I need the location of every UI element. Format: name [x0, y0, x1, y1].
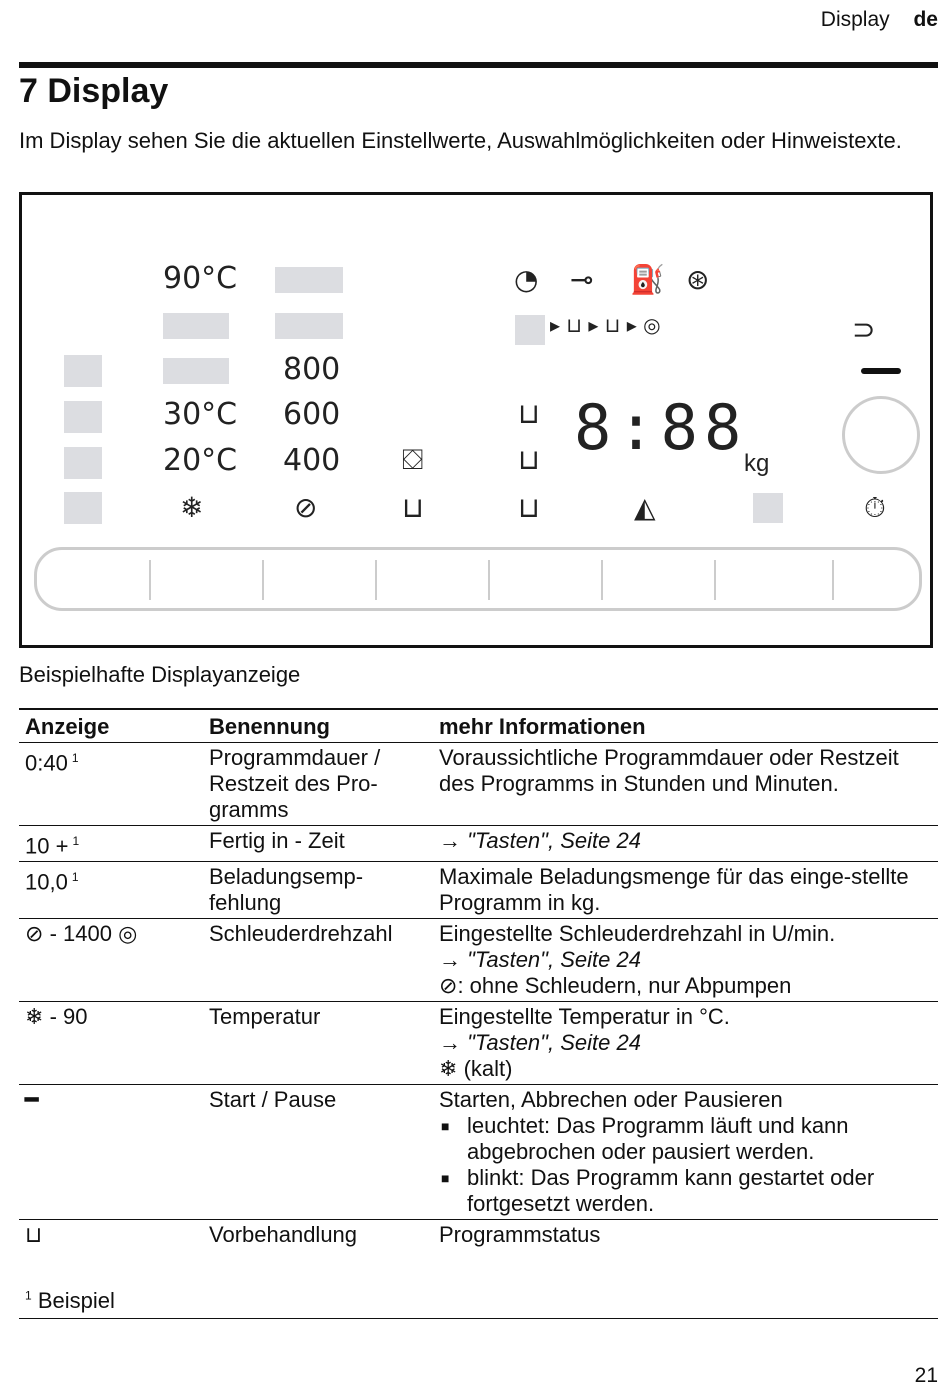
cell-info: Programmstatus	[433, 1220, 938, 1251]
button-strip[interactable]	[34, 547, 922, 611]
spin-600: 600	[283, 397, 341, 432]
header-section: Display	[820, 8, 890, 31]
cell-benennung: Temperatur	[203, 1002, 433, 1085]
drum-clean-icon: ⊛	[686, 263, 710, 296]
cell-anzeige: 10 +	[25, 833, 69, 859]
start-pause-icon: ━	[25, 1087, 39, 1113]
table-row: 10,0 $^1$ Beladungsemp-fehlung Maximale Beladungsmenge für das einge-stellte Programm in kg.	[19, 862, 938, 919]
tub-level-1-icon: ⊔	[518, 491, 540, 524]
wash-icon: ▸ ⊔ ▸ ⊔ ▸ ◎	[550, 313, 661, 337]
intro-text: Im Display sehen Sie die aktuellen Einstellwerte, Auswahlmöglichkeiten oder Hinweistexte.	[19, 128, 902, 153]
no-spin-icon: ⊘	[25, 921, 44, 947]
display-table	[19, 708, 938, 1250]
page-title: 7 Display	[19, 72, 169, 110]
page-link[interactable]: "Tasten", Seite 24	[467, 947, 641, 973]
table-row: ❄ - 90 Temperatur Eingestellte Temperatur in °C. → "Tasten", Seite 24 ❄ (kalt)	[19, 1002, 938, 1085]
column-header: mehr Informationen	[433, 709, 938, 743]
table-row: 0:40 $^1$ Programmdauer / Restzeit des Pro-gramms Voraussichtliche Programmdauer oder Restzeit des Programms in Stunden und Minuten.	[19, 743, 938, 826]
table-row	[19, 1085, 938, 1220]
tub-level-2-icon: ⊔	[518, 443, 540, 476]
spin-blank	[275, 267, 343, 293]
table-row: 10 + $^1$ Fertig in - Zeit → "Tasten", Seite 24	[19, 826, 938, 862]
arrow-icon: →	[439, 828, 461, 853]
cell-info: Eingestellte Schleuderdrehzahl in U/min.	[439, 921, 836, 947]
tub-icon: ⊔	[402, 491, 424, 524]
snowflake-icon: ❄	[180, 491, 204, 524]
cell-benennung: Beladungsemp-fehlung	[203, 862, 433, 919]
spin-blank	[275, 313, 343, 339]
indicator-box	[64, 492, 102, 524]
prewash-icon: ⛋	[402, 443, 424, 476]
table-row: ⊘ - 1400 ◎ Schleuderdrehzahl Eingestellte Schleuderdrehzahl in U/min. → "Tasten", Seite 24 ⊘: ohne Schleudern, nur Abpumpen	[19, 919, 938, 1002]
figure-caption: Beispielhafte Displayanzeige	[19, 662, 301, 687]
table-row	[19, 1220, 938, 1251]
cell-info: Maximale Beladungsmenge für das einge-stellte Programm in kg.	[433, 862, 938, 919]
temp-20: 20°C	[163, 443, 238, 478]
time-display: 8:88	[574, 391, 748, 464]
start-pause-indicator	[861, 368, 901, 374]
cell-info: Eingestellte Temperatur in °C.	[439, 1004, 730, 1030]
reload-icon: ⊃	[852, 313, 876, 346]
cell-info-extra: : ohne Schleudern, nur Abpumpen	[457, 973, 792, 999]
table-header-row	[19, 709, 938, 743]
cell-anzeige: 0:40	[25, 750, 68, 776]
cell-benennung: Fertig in - Zeit	[203, 826, 433, 862]
temp-90: 90°C	[163, 261, 238, 296]
header-lang: de	[913, 8, 938, 31]
cell-benennung: Start / Pause	[203, 1085, 433, 1220]
kg-label: kg	[744, 450, 770, 477]
cell-info: Starten, Abbrechen oder Pausieren	[439, 1087, 783, 1113]
page-link[interactable]: "Tasten", Seite 24	[467, 1030, 641, 1056]
display-panel	[19, 192, 933, 648]
no-spin-icon: ⊘	[439, 973, 458, 999]
cell-anzeige: - 1400	[49, 921, 112, 947]
temp-blank	[163, 358, 229, 384]
running-header	[821, 8, 938, 32]
indicator-box	[64, 447, 102, 479]
cell-benennung: Schleuderdrehzahl	[203, 919, 433, 1002]
start-pause-button[interactable]	[842, 396, 920, 474]
column-header: Anzeige	[19, 709, 203, 743]
cell-info: Voraussichtliche Programmdauer oder Restzeit des Programms in Stunden und Minuten.	[433, 743, 938, 826]
footnote: $^1$ Beispiel	[19, 1286, 938, 1319]
tub-level-3-icon: ⊔	[518, 397, 540, 430]
finish-in-icon: ⏱	[864, 491, 886, 524]
footnote-text: Beispiel	[37, 1288, 115, 1313]
cell-anzeige: 10,0	[25, 869, 68, 895]
snowflake-icon: ❄	[25, 1004, 44, 1030]
indicator-box	[64, 401, 102, 433]
bullet-list	[439, 1113, 932, 1217]
list-item: ■ blinkt: Das Programm kann gestartet oder fortgesetzt werden.	[439, 1165, 932, 1217]
spin-400: 400	[283, 443, 341, 478]
cell-benennung: Vorbehandlung	[203, 1220, 433, 1251]
tap-icon: ⛽	[630, 263, 665, 296]
temp-30: 30°C	[163, 397, 238, 432]
status-blank	[515, 315, 545, 345]
cell-info-extra: (kalt)	[463, 1056, 513, 1082]
title-rule	[19, 62, 938, 68]
prewash-icon: ⊔	[25, 1222, 43, 1248]
page-number: 21	[914, 1364, 938, 1387]
indicator-box	[64, 355, 102, 387]
cell-anzeige: - 90	[49, 1004, 88, 1030]
status-blank	[753, 493, 783, 523]
column-header: Benennung	[203, 709, 433, 743]
temp-blank	[163, 313, 229, 339]
list-item: ■ leuchtet: Das Programm läuft und kann abgebrochen oder pausiert werden.	[439, 1113, 932, 1165]
key-icon: ⊸	[570, 263, 594, 296]
no-spin-icon: ⊘	[294, 491, 318, 524]
spin-icon: ◎	[118, 921, 138, 947]
page-link[interactable]: "Tasten", Seite 24	[467, 828, 641, 853]
spin-800: 800	[283, 352, 341, 387]
child-lock-icon: ◔	[514, 263, 539, 296]
snowflake-icon: ❄	[439, 1056, 458, 1082]
iron-icon: ◭	[634, 491, 656, 524]
cell-benennung: Programmdauer / Restzeit des Pro-gramms	[203, 743, 433, 826]
